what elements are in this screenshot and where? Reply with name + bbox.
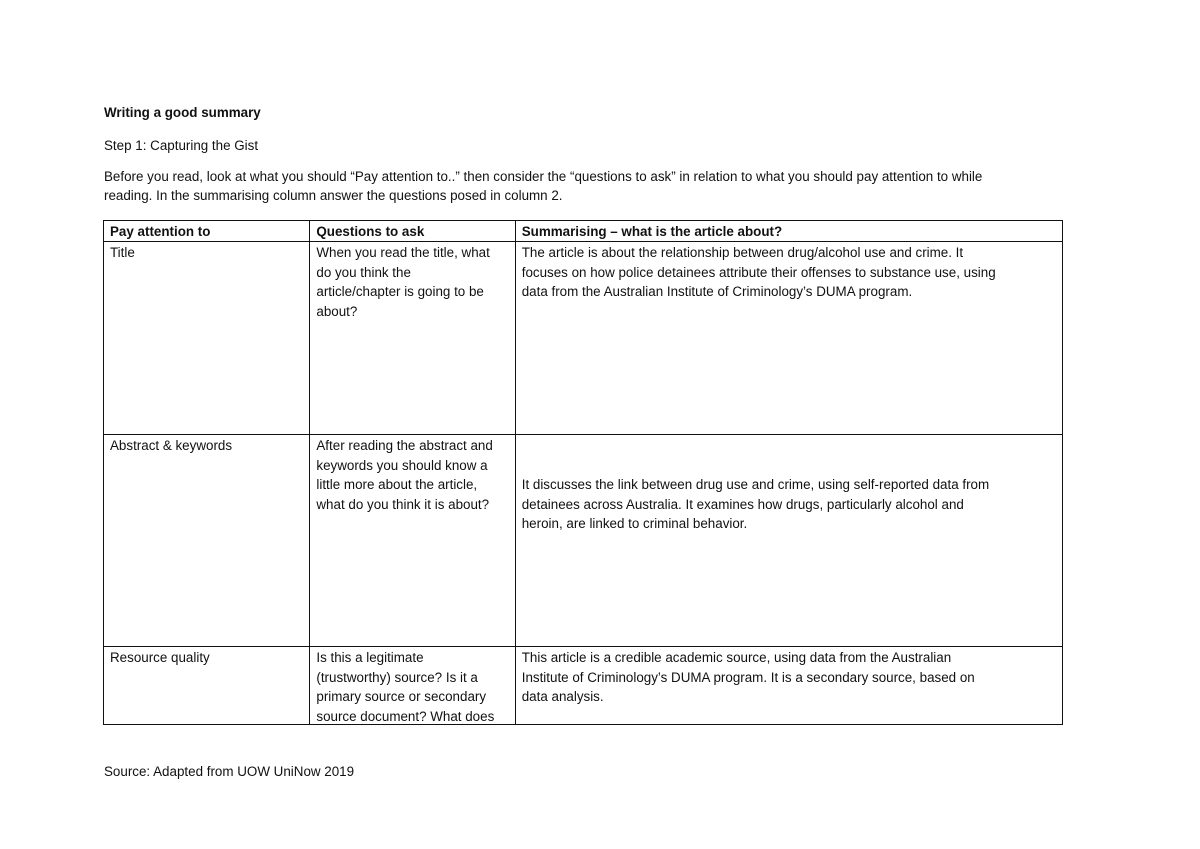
summary-line: detainees across Australia. It examines how drugs, particularly alcohol and (521, 496, 964, 512)
summary-line: The article is about the relationship between drug/alcohol use and crime. It (521, 245, 964, 261)
question-line: source document? What does (316, 708, 495, 724)
cell-content (110, 648, 303, 724)
question-line: (trustworthy) source? Is it a (316, 669, 478, 685)
summary-line: focuses on how police detainees attribute their offenses to substance use, using (521, 264, 996, 280)
question-line: keywords you should know a (316, 457, 488, 473)
intro-line: reading. In the summarising column answer the questions posed in column 2. (104, 188, 563, 204)
question-line: little more about the article, (316, 477, 478, 493)
summary-line: This article is a credible academic source, using data from the Australian (521, 650, 952, 666)
summary-table (103, 220, 1063, 725)
attention-label: Abstract & keywords (110, 438, 233, 454)
question-cell (310, 242, 515, 435)
attention-label: Resource quality (110, 650, 210, 666)
summary-line: Institute of Criminology’s DUMA program. It is a secondary source, based on (521, 669, 975, 685)
table-row (104, 242, 1063, 435)
summary-cell (515, 647, 1062, 725)
question-line: primary source or secondary (316, 689, 487, 705)
question-line: Is this a legitimate (316, 650, 424, 666)
summary-line: data analysis. (521, 689, 604, 705)
document-title: Writing a good summary (104, 105, 261, 120)
summary-line: heroin, are linked to criminal behavior. (521, 516, 748, 531)
attention-label: Title (110, 245, 135, 261)
question-line: article/chapter is going to be (316, 284, 484, 300)
summary-cell (515, 435, 1062, 647)
question-line: When you read the title, what (316, 245, 490, 261)
header-summarising: Summarising – what is the article about? (515, 221, 1062, 242)
attention-cell (104, 647, 310, 725)
table-row (104, 435, 1063, 647)
source-note: Source: Adapted from UOW UniNow 2019 (104, 764, 355, 779)
question-line: do you think the (316, 264, 411, 280)
table-row (104, 647, 1063, 725)
question-line: about? (316, 303, 358, 319)
attention-cell (104, 435, 310, 647)
blank-line (522, 456, 1056, 475)
intro-line: Before you read, look at what you should “Pay attention to..” then consider the “questions to ask” in relation to what you should pay attention to while (104, 169, 983, 184)
attention-cell (104, 242, 310, 435)
question-line: what do you think it is about? (316, 496, 490, 512)
question-cell (310, 435, 515, 647)
header-questions: Questions to ask (310, 221, 515, 242)
step-heading: Step 1: Capturing the Gist (104, 138, 259, 153)
cell-content (316, 648, 508, 724)
summary-cell (515, 242, 1062, 435)
table-header-row (104, 221, 1063, 242)
blank-line (522, 436, 1056, 455)
intro-paragraph (104, 167, 1094, 206)
summary-line: It discusses the link between drug use and crime, using self-reported data from (521, 477, 990, 493)
cell-content (522, 648, 1056, 724)
question-line: After reading the abstract and (316, 438, 493, 454)
summary-line: data from the Australian Institute of Criminology’s DUMA program. (521, 284, 913, 300)
header-pay-attention: Pay attention to (104, 221, 310, 242)
question-cell (310, 647, 515, 725)
